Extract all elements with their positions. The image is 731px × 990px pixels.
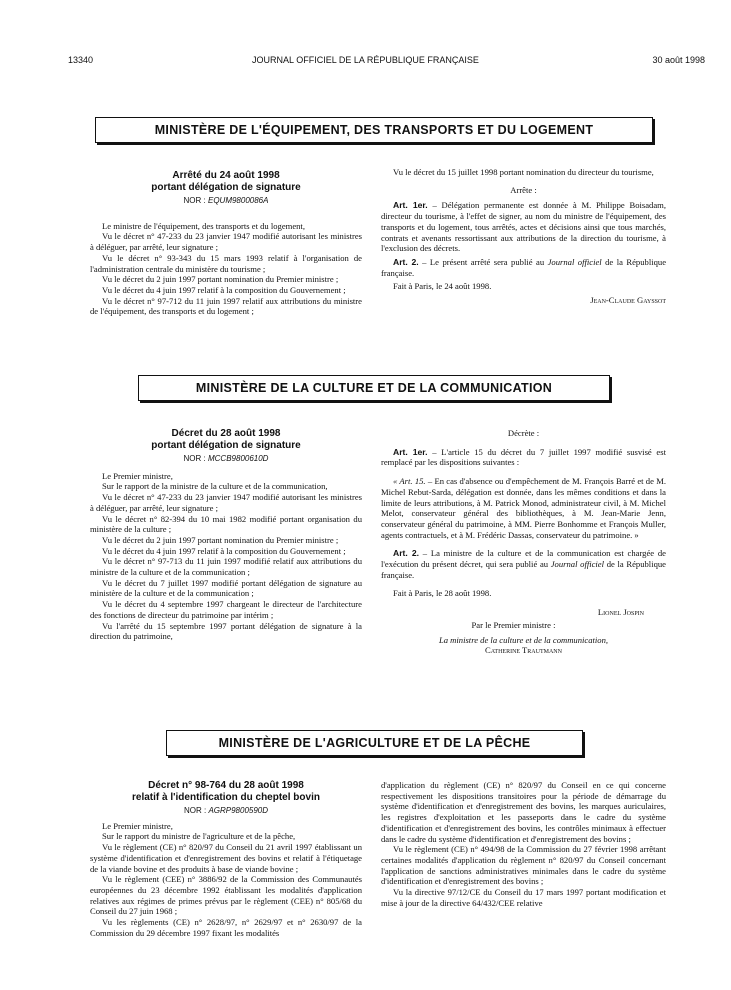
signature-ministre: Catherine Trautmann <box>485 645 562 656</box>
page-number: 13340 <box>68 55 94 65</box>
article-2 <box>381 548 666 580</box>
paragraph: Vu le règlement (CEE) n° 3886/92 de la Commission des Communautés européennes du 23 décembre 1992 établissant les modalités d'application relatives aux régimes de primes prévus par le règlement (CEE) n° 805/68 du Conseil du 27 juin 1968 ; <box>90 874 362 917</box>
article-label: Art. 2. <box>393 548 419 559</box>
ministry-banner-culture: MINISTÈRE DE LA CULTURE ET DE LA COMMUNICATION <box>138 375 610 401</box>
article-15 <box>381 476 666 540</box>
signature: Jean-Claude Gayssot <box>590 295 666 306</box>
paragraph: Vu les règlements (CE) n° 2628/97, n° 2629/97 et n° 2630/97 de la Commission du 29 décembre 1997 fixant les modalités <box>90 917 362 938</box>
paragraph: Vu le règlement (CE) n° 494/98 de la Commission du 27 février 1998 arrêtant certaines modalités d'application du règlement n° 820/97 du Conseil concernant l'application de sanctions administratives minimales dans le cadre du système d'identification et d'enregistrement des bovins ; <box>381 844 666 887</box>
paragraph: Vu le décret du 4 juin 1997 relatif à la composition du Gouvernement ; <box>102 284 346 295</box>
ministry-banner-agriculture: MINISTÈRE DE L'AGRICULTURE ET DE LA PÊCHE <box>166 730 583 756</box>
s1-right-column <box>381 167 666 306</box>
paragraph: Vu l'arrêté du 15 septembre 1997 portant délégation de signature à la direction du patrimoine, <box>90 620 362 642</box>
paragraph: d'application du règlement (CE) n° 820/97 du Conseil en ce qui concerne respectivement les dispositions transitoires pour la période de démarrage du système d'identification et d'enregistrement des bovins, les marques auriculaires, les registres d'exploitation et les passeports dans le cadre du système d'identification et d'enregistrement des bovins, les contrôles minimaux à effectuer dans le cadre du système d'identification et d'enregistrement des bovins ; <box>381 780 666 844</box>
article-text: – L'article 15 du décret du 7 juillet 1997 modifié susvisé est remplacé par les dispositions suivantes : <box>381 446 666 468</box>
paragraph: Vu le décret du 15 juillet 1998 portant nomination du directeur du tourisme, <box>393 167 654 177</box>
article-label: Art. 1er. <box>393 446 428 457</box>
nor-code: AGRP9800590D <box>208 806 269 815</box>
s1-left-column <box>90 170 362 317</box>
paragraph: Vu le décret n° 47-233 du 23 janvier 1947 modifié autorisant les ministres à déléguer, par arrêté, leur signature ; <box>90 492 362 513</box>
article-text: de la République française. <box>381 256 667 278</box>
minister-title: La ministre de la culture et de la communication, <box>438 634 609 645</box>
paragraph: Le Premier ministre, <box>102 470 173 481</box>
s3-title <box>90 780 362 804</box>
s1-title-line2: portant délégation de signature <box>151 182 301 193</box>
paragraph: Vu le décret du 7 juillet 1997 modifié portant délégation de signature au ministère de la culture et de la communication ; <box>90 577 362 599</box>
nor-code: EQUM9800086A <box>207 196 269 205</box>
s2-title-line2: portant délégation de signature <box>151 440 301 451</box>
article-label: « Art. 15. <box>393 476 426 487</box>
s2-nor <box>90 454 362 465</box>
s1-title-line1: Arrêté du 24 août 1998 <box>172 170 280 181</box>
nor-label: NOR : <box>183 196 206 205</box>
journal-ref: Journal officiel <box>547 256 602 267</box>
s2-title-line1: Décret du 28 août 1998 <box>171 428 281 439</box>
s3-nor <box>90 806 362 817</box>
s3-title-line1: Décret n° 98-764 du 28 août 1998 <box>148 780 304 791</box>
article-label: Art. 1er. <box>393 200 428 211</box>
decrete-label: Décrète : <box>507 428 540 438</box>
par-le-premier-ministre: Par le Premier ministre : <box>471 619 556 630</box>
paragraph: Vu le décret n° 97-712 du 11 juin 1997 relatif aux attributions du ministre de l'équipement, des transports et du logement ; <box>90 295 362 317</box>
s3-right-column <box>381 780 666 908</box>
article-1 <box>381 447 666 468</box>
fait-a-paris: Fait à Paris, le 28 août 1998. <box>393 588 492 599</box>
article-text: – La ministre de la culture et de la communication est chargée de l'exécution du présent décret, qui sera publié au <box>381 548 666 570</box>
signature-premier-ministre: Lionel Jospin <box>597 607 644 618</box>
paragraph: Sur le rapport de la ministre de la culture et de la communication, <box>102 481 328 492</box>
article-text: – Le présent arrêté sera publié au <box>418 256 548 267</box>
ministry-banner-equipement: MINISTÈRE DE L'ÉQUIPEMENT, DES TRANSPORTS ET DU LOGEMENT <box>95 117 653 143</box>
journal-ref: Journal officiel <box>550 559 605 570</box>
paragraph: Le ministre de l'équipement, des transports et du logement, <box>102 220 305 231</box>
s3-title-line2: relatif à l'identification du cheptel bovin <box>132 792 320 803</box>
issue-date: 30 août 1998 <box>652 55 705 65</box>
paragraph: Vu le décret du 4 septembre 1997 chargeant le directeur de l'architecture des fonctions de directeur du patrimoine par intérim ; <box>90 599 362 620</box>
fait-a-paris: Fait à Paris, le 24 août 1998. <box>393 281 492 292</box>
arrete-label: Arrête : <box>510 184 537 195</box>
nor-code: MCCB9800610D <box>207 454 269 463</box>
article-text: – En cas d'absence ou d'empêchement de M. François Barré et de M. Michel Rebut-Sarda, délégation est donnée, dans les mêmes conditions et dans la limite de leurs attributions, à M. Patrick Monod, administrateur civil, à M. Michel Melot, conservateur général des bibliothèques, à M. Jean-Marie Jenn, conservateur général du patrimoine, à MM. Pierre Bonhomme et François Muller, agents contractuels, et à M. Frédéric Dassas, conservateur du patrimoine. » <box>381 476 666 540</box>
journal-title: JOURNAL OFFICIEL DE LA RÉPUBLIQUE FRANÇAISE <box>252 55 479 65</box>
article-1 <box>381 200 666 254</box>
paragraph: Vu le décret du 2 juin 1997 portant nomination du Premier ministre ; <box>102 274 339 285</box>
paragraph: Vu le décret n° 97-713 du 11 juin 1997 modifié relatif aux attributions du ministre de la culture et de la communication ; <box>90 556 362 578</box>
paragraph: Vu le décret du 2 juin 1997 portant nomination du Premier ministre ; <box>102 534 339 545</box>
paragraph: Le Premier ministre, <box>102 820 173 831</box>
paragraph: Vu le décret n° 47-233 du 23 janvier 1947 modifié autorisant les ministres à déléguer, par arrêté, leur signature ; <box>90 231 362 253</box>
article-2 <box>381 257 666 278</box>
s1-nor <box>90 196 362 207</box>
nor-label: NOR : <box>183 454 206 463</box>
s2-left-column <box>90 428 362 642</box>
s1-title <box>90 170 362 194</box>
paragraph: Vu le décret du 4 juin 1997 relatif à la composition du Gouvernement ; <box>102 545 346 556</box>
nor-label: NOR : <box>183 806 207 815</box>
paragraph: Vu le décret n° 82-394 du 10 mai 1982 modifié portant organisation du ministère de la culture ; <box>90 513 362 535</box>
s2-right-column <box>381 428 666 656</box>
paragraph: Vu la directive 97/12/CE du Conseil du 17 mars 1997 portant modification et mise à jour de la directive 64/432/CEE relative <box>381 887 666 908</box>
article-text: – Délégation permanente est donnée à M. Philippe Boisadam, directeur du tourisme, à l'effet de signer, au nom du ministre de l'équipement, des transports et du logement, tous arrêtés, actes et décisions ainsi que tous marchés, contrats et avenants ressortissant aux attributions de la direction du tourisme, à l'exclusion des décrets. <box>381 200 666 254</box>
paragraph: Sur le rapport du ministre de l'agriculture et de la pêche, <box>102 831 296 842</box>
paragraph: Vu le décret n° 93-343 du 15 mars 1993 relatif à l'organisation de l'administration centrale du ministère du tourisme ; <box>90 252 362 274</box>
article-label: Art. 2. <box>393 256 419 267</box>
s2-title <box>90 428 362 452</box>
article-text: de la République française. <box>381 559 666 580</box>
s3-left-column <box>90 780 362 938</box>
paragraph: Vu le règlement (CE) n° 820/97 du Conseil du 21 avril 1997 établissant un système d'identification et d'enregistrement des bovins et relatif à l'étiquetage de la viande bovine et des produits à base de viande bovine ; <box>90 842 362 874</box>
